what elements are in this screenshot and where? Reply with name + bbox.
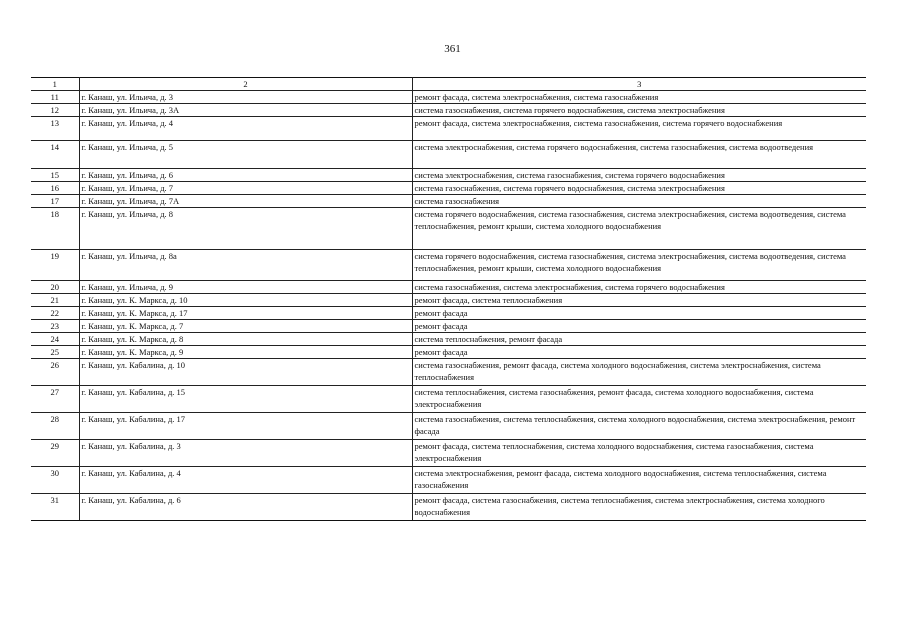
- row-address: г. Канаш, ул. Кабалина, д. 4: [79, 467, 412, 494]
- row-works: система электроснабжения, ремонт фасада, система холодного водоснабжения, система теплоснабжения, система газоснабжения: [412, 467, 866, 494]
- table-row: [31, 208, 866, 250]
- row-works: ремонт фасада, система электроснабжения, система газоснабжения, система горячего водоснабжения: [412, 117, 866, 141]
- row-number: 16: [31, 182, 79, 195]
- row-works: ремонт фасада: [412, 320, 866, 333]
- row-address: г. Канаш, ул. Кабалина, д. 10: [79, 359, 412, 386]
- row-works: ремонт фасада, система газоснабжения, система теплоснабжения, система электроснабжения, система холодного водоснабжения: [412, 494, 866, 521]
- row-address: г. Канаш, ул. Ильича, д. 4: [79, 117, 412, 141]
- row-number: 11: [31, 91, 79, 104]
- row-number: 28: [31, 413, 79, 440]
- row-works: система газоснабжения, система горячего водоснабжения, система электроснабжения: [412, 182, 866, 195]
- row-number: 23: [31, 320, 79, 333]
- table-row: [31, 117, 866, 141]
- row-works: ремонт фасада, система электроснабжения, система газоснабжения: [412, 91, 866, 104]
- row-works: система электроснабжения, система горячего водоснабжения, система газоснабжения, система водоотведения: [412, 141, 866, 169]
- table-row: [31, 281, 866, 294]
- table-row: [31, 169, 866, 182]
- row-number: 18: [31, 208, 79, 250]
- table-row: [31, 440, 866, 467]
- row-works: система газоснабжения, система горячего водоснабжения, система электроснабжения: [412, 104, 866, 117]
- table-row: [31, 320, 866, 333]
- row-number: 22: [31, 307, 79, 320]
- row-address: г. Канаш, ул. Кабалина, д. 3: [79, 440, 412, 467]
- row-works: ремонт фасада: [412, 346, 866, 359]
- page-number: 361: [444, 43, 461, 55]
- row-number: 15: [31, 169, 79, 182]
- row-number: 31: [31, 494, 79, 521]
- table-row: [31, 91, 866, 104]
- row-works: система теплоснабжения, система газоснабжения, ремонт фасада, система холодного водоснабжения, система электроснабжения: [412, 386, 866, 413]
- row-number: 27: [31, 386, 79, 413]
- row-address: г. Канаш, ул. К. Маркса, д. 9: [79, 346, 412, 359]
- row-works: система горячего водоснабжения, система газоснабжения, система электроснабжения, система водоотведения, система теплоснабжения, ремонт крыши, система холодного водоснабжения: [412, 250, 866, 281]
- table-row: [31, 307, 866, 320]
- row-number: 24: [31, 333, 79, 346]
- row-works: ремонт фасада, система теплоснабжения, система холодного водоснабжения, система газоснабжения, система электроснабжения: [412, 440, 866, 467]
- row-address: г. Канаш, ул. Ильича, д. 8а: [79, 250, 412, 281]
- row-address: г. Канаш, ул. К. Маркса, д. 8: [79, 333, 412, 346]
- row-address: г. Канаш, ул. Ильича, д. 3: [79, 91, 412, 104]
- table-row: [31, 141, 866, 169]
- row-number: 14: [31, 141, 79, 169]
- row-number: 13: [31, 117, 79, 141]
- row-address: г. Канаш, ул. Ильича, д. 7: [79, 182, 412, 195]
- row-works: система газоснабжения: [412, 195, 866, 208]
- row-address: г. Канаш, ул. Ильича, д. 6: [79, 169, 412, 182]
- row-number: 17: [31, 195, 79, 208]
- header-col-number: 1: [31, 78, 79, 91]
- row-number: 29: [31, 440, 79, 467]
- row-address: г. Канаш, ул. Кабалина, д. 15: [79, 386, 412, 413]
- table-row: [31, 346, 866, 359]
- row-works: система теплоснабжения, ремонт фасада: [412, 333, 866, 346]
- table-header-row: [31, 78, 866, 91]
- row-number: 12: [31, 104, 79, 117]
- row-number: 20: [31, 281, 79, 294]
- row-works: ремонт фасада: [412, 307, 866, 320]
- header-col-works: 3: [412, 78, 866, 91]
- row-works: система газоснабжения, система теплоснабжения, система холодного водоснабжения, система электроснабжения, ремонт фасада: [412, 413, 866, 440]
- table-row: [31, 195, 866, 208]
- table-row: [31, 294, 866, 307]
- row-address: г. Канаш, ул. Ильича, д. 7А: [79, 195, 412, 208]
- table-row: [31, 386, 866, 413]
- table-row: [31, 104, 866, 117]
- row-number: 26: [31, 359, 79, 386]
- table-row: [31, 359, 866, 386]
- table-row: [31, 467, 866, 494]
- row-number: 21: [31, 294, 79, 307]
- row-address: г. Канаш, ул. Ильича, д. 8: [79, 208, 412, 250]
- row-address: г. Канаш, ул. Кабалина, д. 6: [79, 494, 412, 521]
- table-row: [31, 182, 866, 195]
- row-number: 25: [31, 346, 79, 359]
- row-works: система газоснабжения, система электроснабжения, система горячего водоснабжения: [412, 281, 866, 294]
- row-works: ремонт фасада, система теплоснабжения: [412, 294, 866, 307]
- row-address: г. Канаш, ул. К. Маркса, д. 17: [79, 307, 412, 320]
- row-address: г. Канаш, ул. Ильича, д. 5: [79, 141, 412, 169]
- table-row: [31, 333, 866, 346]
- row-address: г. Канаш, ул. Кабалина, д. 17: [79, 413, 412, 440]
- row-address: г. Канаш, ул. К. Маркса, д. 7: [79, 320, 412, 333]
- row-number: 19: [31, 250, 79, 281]
- row-works: система горячего водоснабжения, система газоснабжения, система электроснабжения, система водоотведения, система теплоснабжения, ремонт крыши, система холодного водоснабжения: [412, 208, 866, 250]
- row-works: система электроснабжения, система газоснабжения, система горячего водоснабжения: [412, 169, 866, 182]
- row-number: 30: [31, 467, 79, 494]
- housing-repair-table: [31, 77, 866, 521]
- row-works: система газоснабжения, ремонт фасада, система холодного водоснабжения, система электроснабжения, система теплоснабжения: [412, 359, 866, 386]
- row-address: г. Канаш, ул. Ильича, д. 9: [79, 281, 412, 294]
- row-address: г. Канаш, ул. К. Маркса, д. 10: [79, 294, 412, 307]
- table-row: [31, 250, 866, 281]
- table-row: [31, 494, 866, 521]
- table-row: [31, 413, 866, 440]
- row-address: г. Канаш, ул. Ильича, д. 3А: [79, 104, 412, 117]
- header-col-address: 2: [79, 78, 412, 91]
